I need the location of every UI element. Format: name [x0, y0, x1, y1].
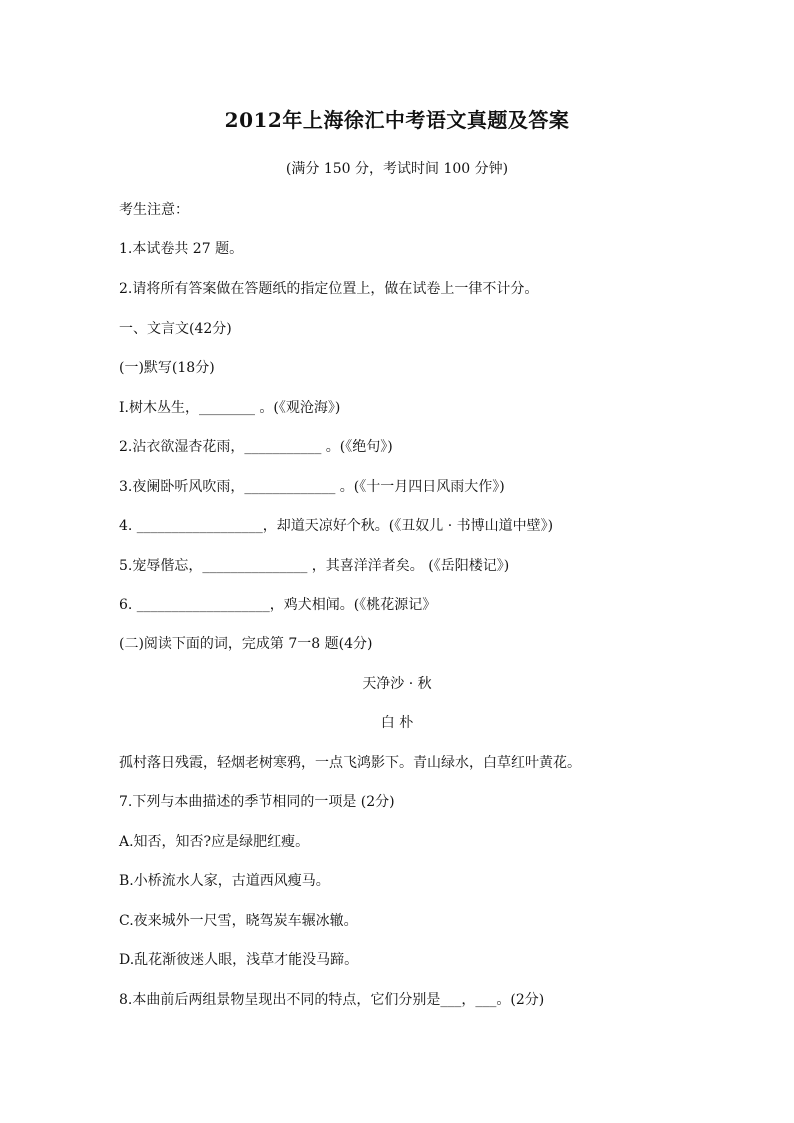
dictation-item-4: 4. __________________，却道天凉好个秋。(《丑奴儿 · 书博山道中壁》) [119, 518, 554, 534]
dictation-item-5: 5.宠辱偕忘，_______________ ，其喜洋洋者矣。 (《岳阳楼记》) [119, 558, 510, 574]
page-title: 2012年上海徐汇中考语文真题及答案 [224, 108, 570, 132]
question-8: 8.本曲前后两组景物呈现出不同的特点，它们分别是___，___。(2分) [119, 992, 545, 1008]
notice-heading: 考生注意： [119, 202, 189, 218]
notice-item-2: 2.请将所有答案做在答题纸的指定位置上，做在试卷上一律不计分。 [119, 281, 539, 297]
option-a: A.知否，知否?应是绿肥红瘦。 [119, 834, 310, 850]
poem-text: 孤村落日残霞，轻烟老树寒鸦，一点飞鸿影下。青山绿水，白草红叶黄花。 [119, 755, 581, 771]
option-c: C.夜来城外一尺雪，晓驾炭车辗冰辙。 [119, 913, 358, 929]
option-b: B.小桥流水人家，古道西风瘦马。 [119, 873, 330, 889]
poem-author: 白 朴 [380, 715, 414, 731]
exam-info: (满分 150 分，考试时间 100 分钟) [285, 161, 509, 177]
notice-item-1: 1.本试卷共 27 题。 [119, 241, 244, 257]
dictation-item-6: 6. ___________________，鸡犬相闻。(《桃花源记》 [119, 597, 437, 613]
poem-title: 天净沙 · 秋 [362, 676, 432, 692]
section-heading: 一、文言文(42分) [119, 321, 232, 337]
dictation-item-2: 2.沾衣欲湿杏花雨，___________ 。(《绝句》) [119, 439, 393, 455]
question-7: 7.下列与本曲描述的季节相同的一项是 (2分) [119, 794, 395, 810]
subsection-heading: (一)默写(18分) [119, 360, 215, 376]
dictation-item-3: 3.夜阑卧听风吹雨，_____________ 。(《十一月四日风雨大作》) [119, 479, 505, 495]
dictation-item-1: I.树木丛生，________ 。(《观沧海》) [119, 400, 341, 416]
reading-instruction: (二)阅读下面的词，完成第 7一8 题(4分) [119, 636, 373, 652]
option-d: D.乱花渐彼迷人眼，浅草才能没马蹄。 [119, 952, 359, 968]
